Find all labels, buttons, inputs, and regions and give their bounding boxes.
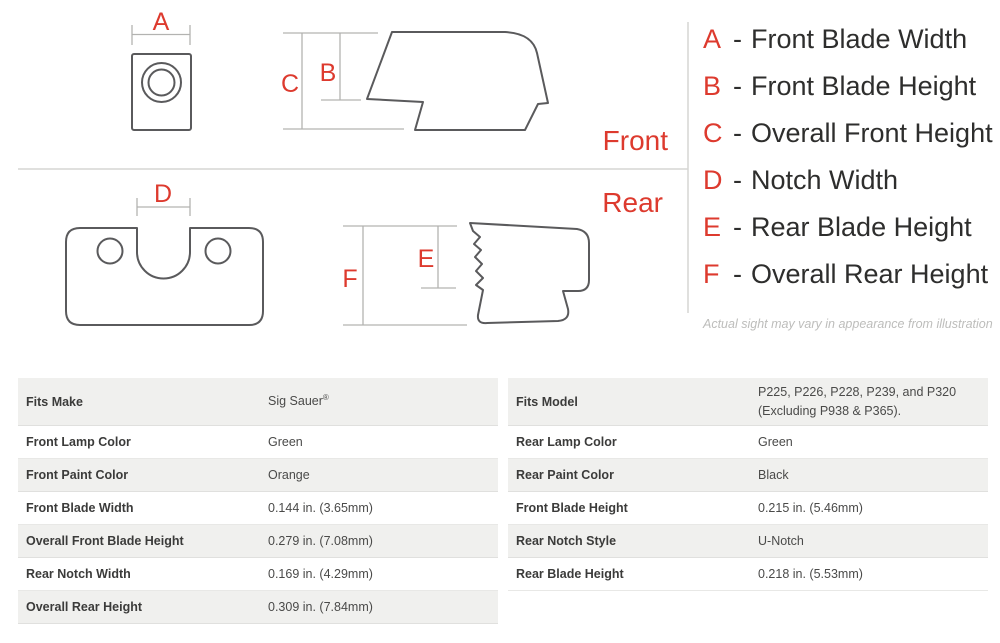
legend-letter: C: [703, 118, 723, 148]
spec-row-fits-model: [508, 378, 988, 426]
legend-separator: -: [733, 118, 742, 148]
legend-letter: F: [703, 259, 720, 289]
spec-row-rear-blade-height: [508, 558, 988, 591]
spec-row-front-blade-width: [18, 492, 498, 525]
spec-label: Front Lamp Color: [26, 435, 131, 449]
spec-value: 0.215 in. (5.46mm): [758, 500, 863, 515]
spec-label: Overall Rear Height: [26, 600, 143, 614]
legend-text: Notch Width: [751, 165, 899, 195]
spec-row-overall-rear-height: [18, 591, 498, 624]
rear-lamp-left: [98, 239, 123, 264]
spec-value: 0.169 in. (4.29mm): [268, 566, 373, 581]
spec-table-left: [18, 378, 498, 624]
spec-value: Orange: [268, 467, 310, 482]
rear-sight-front-view: [66, 180, 263, 325]
spec-row-rear-lamp-color: [508, 426, 988, 459]
front-sight-profile-outline: [367, 32, 548, 130]
legend-item-d: [703, 157, 993, 204]
legend-text: Overall Front Height: [751, 118, 993, 148]
spec-row-rear-paint-color: [508, 459, 988, 492]
legend-text: Rear Blade Height: [751, 212, 972, 242]
dim-label-a: A: [152, 8, 170, 36]
spec-value: 0.309 in. (7.84mm): [268, 599, 373, 614]
spec-row-front-blade-height: [508, 492, 988, 525]
legend-separator: -: [733, 212, 742, 242]
spec-label: Rear Blade Height: [516, 567, 624, 581]
legend-separator: -: [733, 24, 742, 54]
spec-row-rear-notch-width: [18, 558, 498, 591]
legend-item-c: [703, 110, 993, 157]
rear-sight-body: [66, 228, 263, 325]
rear-sight-profile-outline: [470, 223, 589, 323]
spec-value: Black: [758, 467, 789, 482]
rear-section-label: Rear: [602, 187, 663, 218]
dim-label-b: B: [319, 59, 337, 87]
legend-text: Front Blade Height: [751, 71, 977, 101]
spec-table-right: [508, 378, 988, 591]
legend-separator: -: [733, 71, 742, 101]
spec-value: 0.279 in. (7.08mm): [268, 533, 373, 548]
legend-separator: -: [733, 165, 742, 195]
dim-label-d: D: [153, 180, 173, 208]
spec-row-overall-front-blade-height: [18, 525, 498, 558]
spec-row-front-lamp-color: [18, 426, 498, 459]
spec-value: U-Notch: [758, 533, 804, 548]
front-sight-body: [132, 54, 191, 130]
sight-dimension-diagram: [0, 0, 690, 360]
spec-label: Rear Paint Color: [516, 468, 614, 482]
front-section-label: Front: [602, 125, 668, 156]
spec-value-text: Sig Sauer: [268, 394, 323, 409]
spec-value: 0.144 in. (3.65mm): [268, 500, 373, 515]
front-lamp-inner-ring: [149, 70, 175, 96]
disclaimer-note: Actual sight may vary in appearance from illustration: [703, 317, 993, 331]
dim-label-f: F: [342, 265, 358, 293]
legend-letter: B: [703, 71, 722, 101]
dimension-legend: [703, 16, 993, 331]
dim-label-c: C: [280, 70, 300, 98]
spec-row-front-paint-color: [18, 459, 498, 492]
rear-lamp-right: [206, 239, 231, 264]
spec-value: Green: [268, 434, 303, 449]
spec-label: Rear Notch Width: [26, 567, 131, 581]
legend-separator: -: [733, 259, 742, 289]
legend-item-a: [703, 16, 993, 63]
legend-item-f: [703, 251, 993, 298]
spec-label: Fits Model: [516, 394, 578, 409]
spec-label: Fits Make: [26, 394, 83, 409]
spec-label: Rear Lamp Color: [516, 435, 617, 449]
legend-letter: D: [703, 165, 723, 195]
legend-item-e: [703, 204, 993, 251]
spec-label: Rear Notch Style: [516, 534, 617, 548]
spec-label: Front Blade Height: [516, 501, 628, 515]
spec-value: 0.218 in. (5.53mm): [758, 566, 863, 581]
legend-item-b: [703, 63, 993, 110]
legend-text: Front Blade Width: [751, 24, 968, 54]
registered-trademark-symbol: ®: [322, 393, 329, 403]
spec-label: Front Blade Width: [26, 501, 134, 515]
spec-row-fits-make: [18, 378, 498, 426]
legend-text: Overall Rear Height: [751, 259, 989, 289]
front-sight-front-view: [132, 8, 191, 130]
spec-row-rear-notch-style: [508, 525, 988, 558]
spec-value: [268, 392, 498, 410]
legend-letter: E: [703, 212, 722, 242]
spec-label: Overall Front Blade Height: [26, 534, 184, 548]
spec-value: Green: [758, 434, 793, 449]
rear-sight-side-profile: [342, 223, 589, 325]
spec-label: Front Paint Color: [26, 468, 129, 482]
spec-value: P225, P226, P228, P239, and P320 (Excluding P938 & P365).: [758, 385, 957, 418]
dim-label-e: E: [417, 245, 435, 273]
legend-letter: A: [703, 24, 722, 54]
front-sight-side-profile: [281, 32, 548, 130]
